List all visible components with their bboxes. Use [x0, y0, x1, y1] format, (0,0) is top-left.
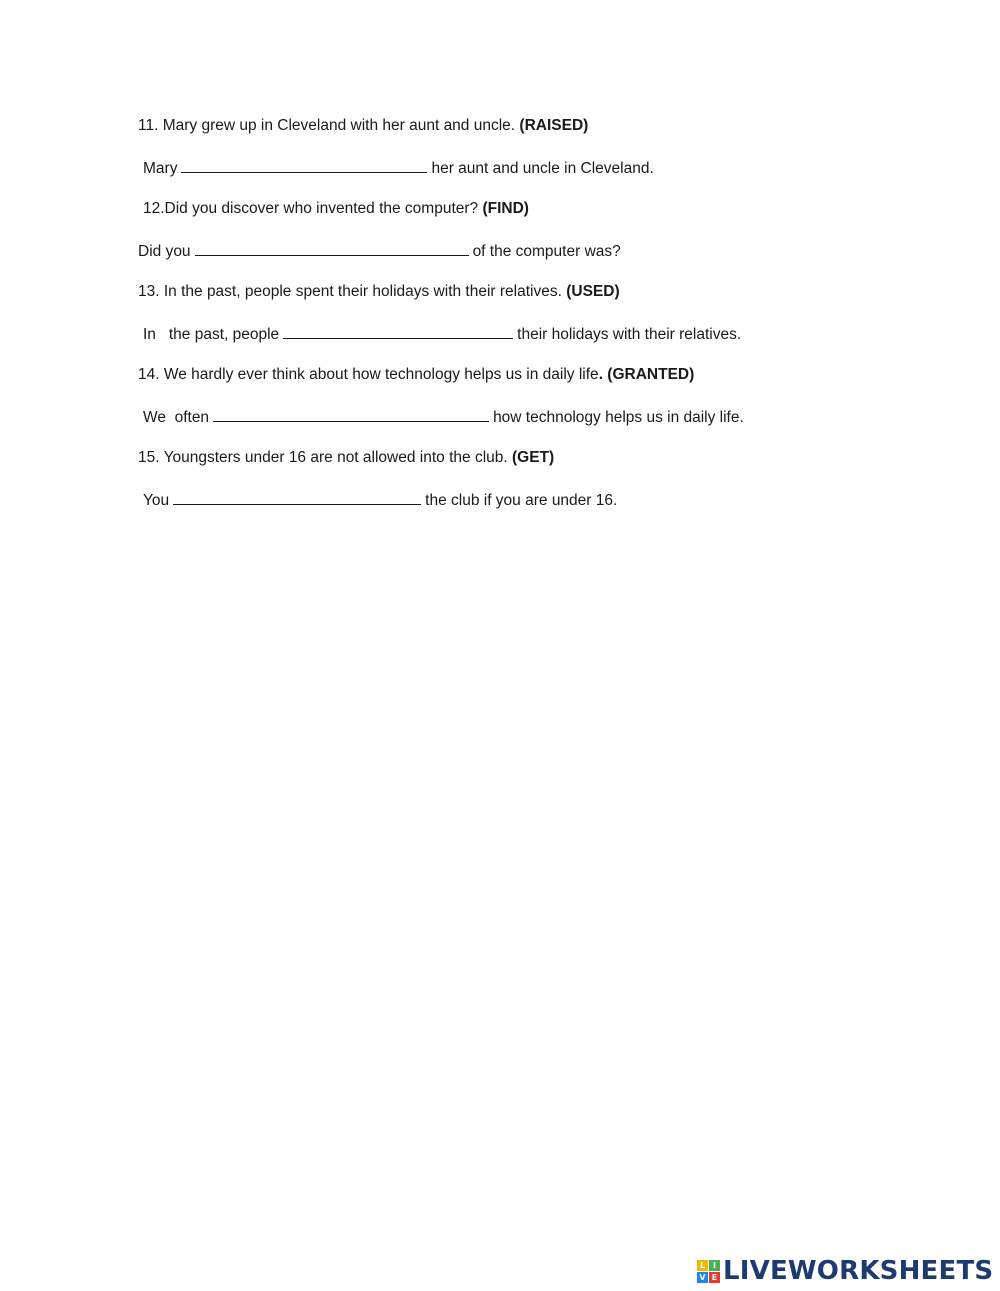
exercise-13-prompt — [138, 282, 620, 302]
exercise-15-keyword: (GET) — [512, 449, 555, 466]
exercise-14-sentence: 14. We hardly ever think about how technology helps us in daily life — [138, 366, 599, 383]
logo-block-v: V — [697, 1272, 708, 1283]
exercise-13-answer — [143, 324, 741, 345]
exercise-12-blank[interactable] — [195, 241, 469, 256]
exercise-13-blank[interactable] — [283, 324, 513, 339]
exercise-14-blank[interactable] — [213, 407, 489, 422]
exercise-14-keyword: . (GRANTED) — [598, 366, 695, 383]
exercise-13-keyword: (USED) — [566, 283, 620, 300]
exercise-14-answer-start: We often — [143, 409, 210, 426]
exercise-13-sentence: 13. In the past, people spent their holidays with their relatives. — [138, 283, 567, 300]
exercise-13-answer-start: In the past, people — [143, 326, 280, 343]
logo-block-l: L — [697, 1260, 708, 1271]
exercise-12-prompt — [143, 199, 529, 219]
exercise-15-sentence: 15. Youngsters under 16 are not allowed into the club. — [138, 449, 512, 466]
exercise-12-answer — [138, 241, 621, 262]
exercise-14-answer-end: how technology helps us in daily life. — [493, 409, 744, 426]
exercise-11-prompt — [138, 116, 588, 136]
exercise-11-sentence: 11. Mary grew up in Cleveland with her aunt and uncle. — [138, 117, 520, 134]
logo-block-i: I — [709, 1260, 720, 1271]
exercise-12-keyword: (FIND) — [482, 200, 529, 217]
exercise-11-answer-start: Mary — [143, 160, 178, 177]
exercise-12-sentence: 12.Did you discover who invented the computer? — [143, 200, 483, 217]
liveworksheets-logo[interactable] — [697, 1256, 993, 1286]
logo-blocks-icon — [697, 1260, 720, 1283]
exercise-15-answer-end: the club if you are under 16. — [425, 492, 618, 509]
exercise-15-prompt — [138, 448, 554, 468]
exercise-15-answer — [143, 490, 617, 511]
exercise-13-answer-end: their holidays with their relatives. — [517, 326, 742, 343]
exercise-15-answer-start: You — [143, 492, 170, 509]
exercise-14-answer — [143, 407, 744, 428]
exercise-14-prompt — [138, 365, 694, 385]
logo-block-e: E — [709, 1272, 720, 1283]
exercise-11-answer-end: her aunt and uncle in Cleveland. — [431, 160, 654, 177]
exercise-12-answer-end: of the computer was? — [472, 243, 621, 260]
exercise-15-blank[interactable] — [173, 490, 421, 505]
exercise-11-answer — [143, 158, 654, 179]
logo-wordmark: LIVEWORKSHEETS — [723, 1256, 994, 1286]
exercise-12-answer-start: Did you — [138, 243, 191, 260]
exercise-11-blank[interactable] — [181, 158, 427, 173]
exercise-11-keyword: (RAISED) — [519, 117, 589, 134]
